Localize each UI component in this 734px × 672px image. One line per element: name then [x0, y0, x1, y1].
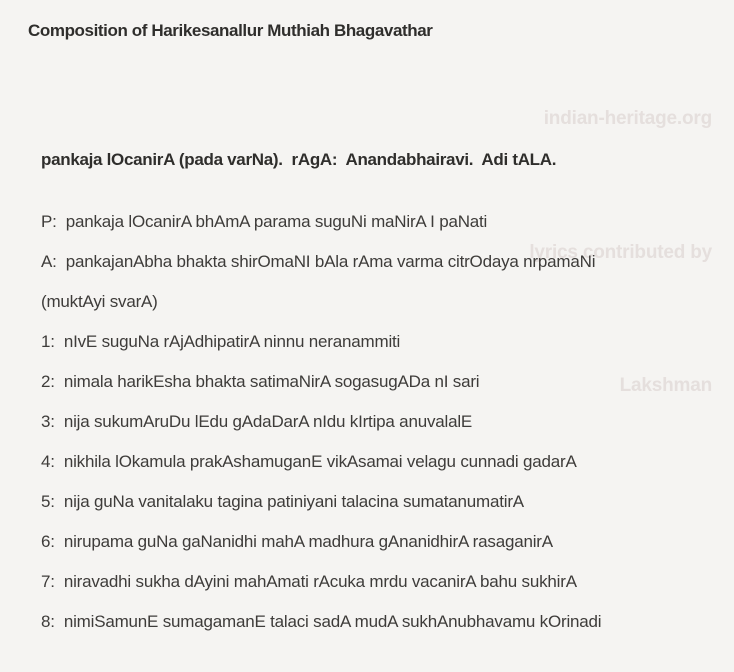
lyric-line-1: 1: nIvE suguNa rAjAdhipatirA ninnu neranammiti [41, 332, 401, 351]
lyrics-block [41, 202, 601, 642]
lyric-line-3: 3: nija sukumAruDu lEdu gAdaDarA nIdu kIrtipa anuvalalE [41, 412, 473, 431]
watermark-site: indian-heritage.org [543, 108, 712, 129]
lyric-line-pallavi: P: pankaja lOcanirA bhAmA parama suguNi maNirA I paNati [41, 212, 488, 231]
watermark-credit: lyrics contributed by [529, 241, 712, 263]
lyric-line-2: 2: nimala harikEsha bhakta satimaNirA sogasugADa nI sari [41, 372, 480, 391]
lyric-line-6: 6: nirupama guNa gaNanidhi mahA madhura gAnanidhirA rasaganirA [41, 532, 553, 551]
lyric-line-anupallavi: A: pankajanAbha bhakta shirOmaNI bAla rAma varma citrOdaya nrpamaNi [41, 252, 596, 271]
page-title: Composition of Harikesanallur Muthiah Bhagavathar [28, 21, 433, 40]
song-title: pankaja lOcanirA (pada varNa). rAgA: Anandabhairavi. Adi tALA. [41, 150, 557, 169]
lyric-line-7: 7: niravadhi sukha dAyini mahAmati rAcuka mrdu vacanirA bahu sukhirA [41, 572, 577, 591]
lyric-line-4: 4: nikhila lOkamula prakAshamuganE vikAsamai velagu cunnadi gadarA [41, 452, 577, 471]
lyric-line-muktayi: (muktAyi svarA) [41, 292, 158, 311]
lyric-line-8: 8: nimiSamunE sumagamanE talaci sadA mudA sukhAnubhavamu kOrinadi [41, 612, 602, 631]
lyric-line-5: 5: nija guNa vanitalaku tagina patiniyani talacina sumatanumatirA [41, 492, 524, 511]
watermark-contributor: Lakshman [619, 375, 712, 396]
